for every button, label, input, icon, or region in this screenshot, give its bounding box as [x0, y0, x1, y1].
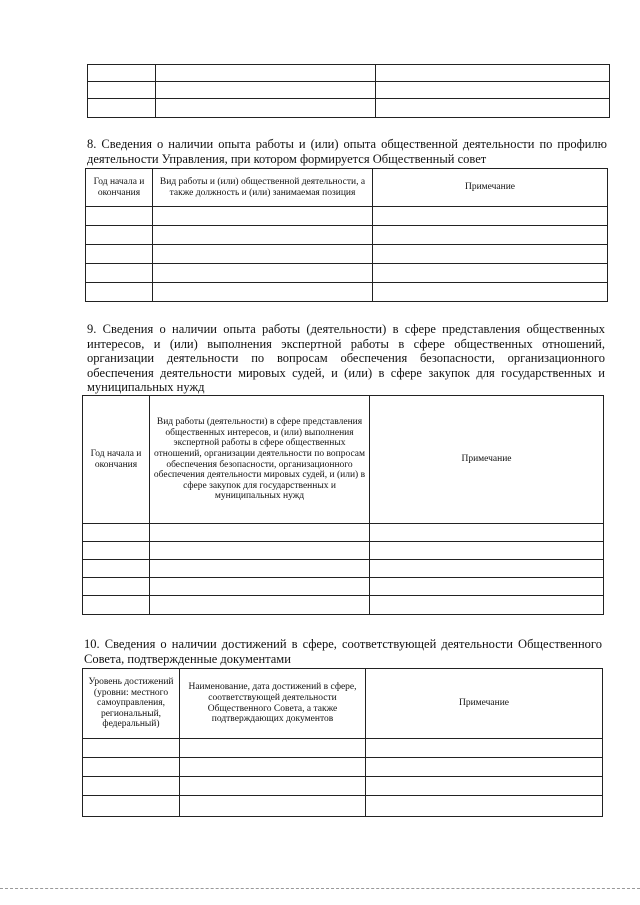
section-9-heading: 9. Сведения о наличии опыта работы (деятельности) в сфере представления общественных интересов, и (или) выполнения экспертной работы в сфере общественных отношений, организации деятельности по вопросам обеспечения безопасности, организационного обеспечения деятельности мировых судей, и (или) в сфере закупок для государственных и муниципальных нужд — [87, 322, 605, 394]
section-8-heading: 8. Сведения о наличии опыта работы и (или) опыта общественной деятельности по профилю деятельности Управления, при котором формируется Общественный совет — [87, 137, 607, 166]
table-header-row — [83, 669, 603, 739]
table-row — [83, 524, 604, 542]
col-achievement-header: Наименование, дата достижений в сфере, соответствующей деятельности Общественного Совета, а также подтверждающих документов — [180, 669, 366, 739]
table-row — [88, 65, 610, 82]
table-header-row — [86, 169, 608, 207]
table-row — [86, 283, 608, 302]
section-10-heading: 10. Сведения о наличии достижений в сфере, соответствующей деятельности Общественного Совета, подтвержденные документами — [84, 637, 602, 666]
table-row — [83, 578, 604, 596]
section-9-table — [82, 395, 604, 615]
col-note-header: Примечание — [373, 169, 608, 207]
table-row — [86, 245, 608, 264]
col-note-header: Примечание — [370, 396, 604, 524]
col-year-header: Год начала и окончания — [83, 396, 150, 524]
col-work-header: Вид работы (деятельности) в сфере представления общественных интересов, и (или) выполнения экспертной работы в сфере общественных отношений, организации деятельности по вопросам обеспечения безопасности, организационного обеспечения деятельности мировых судей, и (или) в сфере закупок для государственных и муниципальных нужд — [150, 396, 370, 524]
table-row — [88, 99, 610, 118]
col-note-header: Примечание — [366, 669, 603, 739]
table-row — [83, 777, 603, 796]
col-work-header: Вид работы и (или) общественной деятельности, а также должность и (или) занимаемая позиция — [153, 169, 373, 207]
table-row — [83, 758, 603, 777]
col-level-header: Уровень достижений (уровни: местного самоуправления, региональный, федеральный) — [83, 669, 180, 739]
table-row — [86, 207, 608, 226]
col-year-header: Год начала и окончания — [86, 169, 153, 207]
page-bottom-divider — [0, 888, 640, 889]
table-row — [83, 560, 604, 578]
table-row — [86, 264, 608, 283]
top-table-continuation — [87, 64, 610, 118]
table-row — [86, 226, 608, 245]
table-row — [83, 542, 604, 560]
section-8-table — [85, 168, 608, 302]
table-row — [83, 796, 603, 817]
table-header-row — [83, 396, 604, 524]
section-10-table — [82, 668, 603, 817]
table-row — [88, 82, 610, 99]
table-row — [83, 596, 604, 615]
table-row — [83, 739, 603, 758]
